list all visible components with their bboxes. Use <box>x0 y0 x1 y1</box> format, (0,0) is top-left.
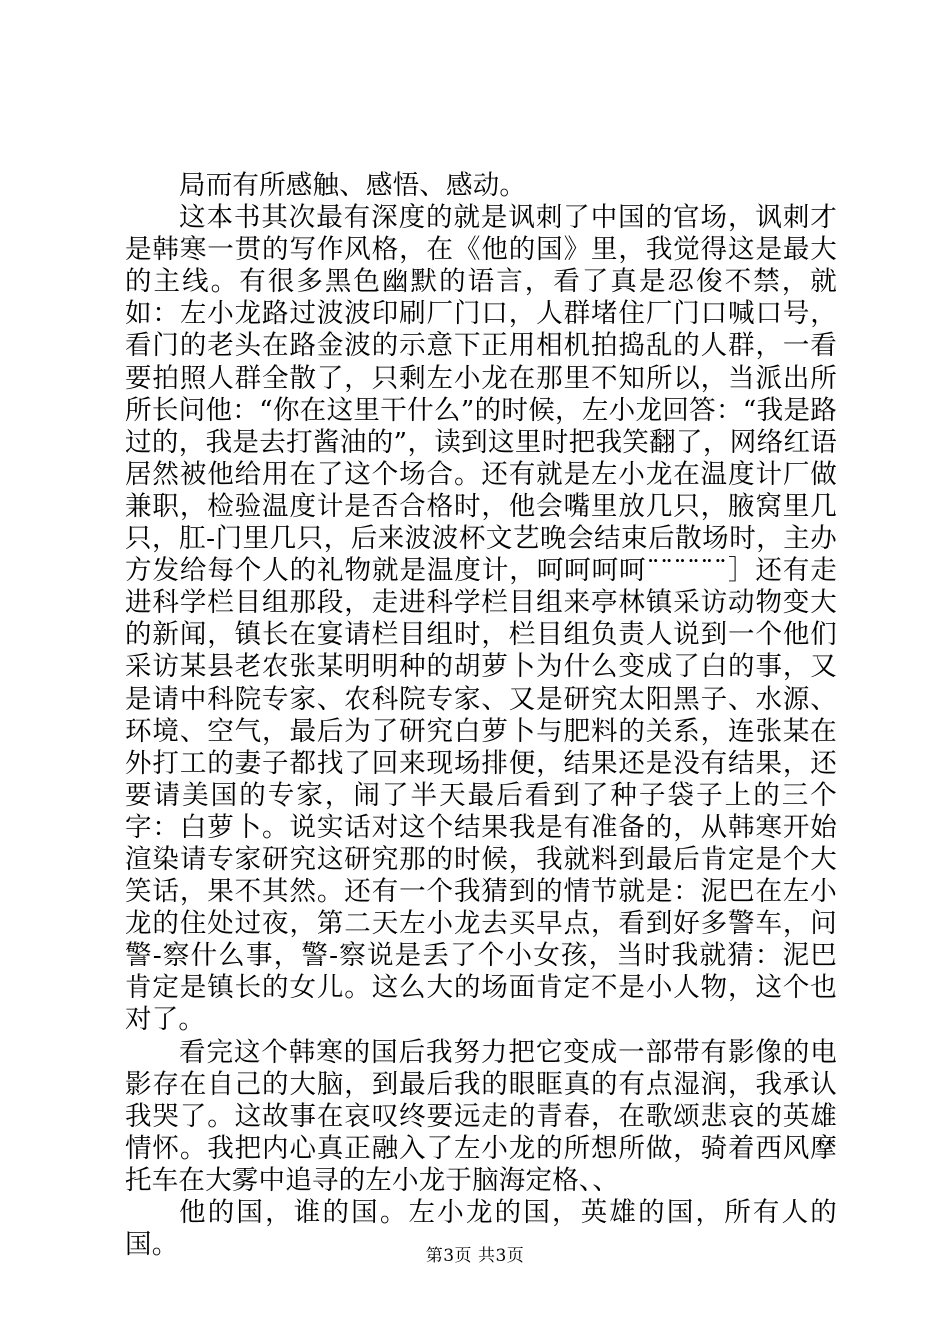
page-number: 第3页 共3页 <box>425 1246 525 1266</box>
paragraph: 他的国，谁的国。左小龙的国，英雄的国，所有人的国。 <box>125 1197 837 1261</box>
paragraph: 局而有所感触、感悟、感动。 <box>179 170 527 201</box>
paragraph: 看完这个韩寒的国后我努力把它变成一部带有影像的电影存在自己的大脑，到最后我的眼眶真的有点湿润，我承认我哭了。这故事在哀叹终要远走的青春，在歌颂悲哀的英雄情怀。我把内心真正融入了左小龙的所想所做，骑着西风摩托车在大雾中追寻的左小龙于脑海定格、、 <box>125 1036 837 1196</box>
body-text <box>125 170 837 1261</box>
paragraph: 这本书其次最有深度的就是讽刺了中国的官场，讽刺才是韩寒一贯的写作风格，在《他的国》里，我觉得这是最大的主线。有很多黑色幽默的语言，看了真是忍俊不禁，就如：左小龙路过波波印刷厂门口，人群堵住厂门口喊口号，看门的老头在路金波的示意下正用相机拍捣乱的人群，一看要拍照人群全散了，只剩左小龙在那里不知所以，当派出所所长问他：“你在这里干什么”的时候，左小龙回答：“我是路过的，我是去打酱油的”，读到这里时把我笑翻了，网络红语居然被他给用在了这个场合。还有就是左小龙在温度计厂做兼职，检验温度计是否合格时，他会嘴里放几只，腋窝里几只，肛-门里几只，后来波波杯文艺晚会结束后散场时，主办方发给每个人的礼物就是温度计，呵呵呵呵¨¨¨¨¨¨］还有走进科学栏目组那段，走进科学栏目组来亭林镇采访动物变大的新闻，镇长在宴请栏目组时，栏目组负责人说到一个他们采访某县老农张某明明种的胡萝卜为什么变成了白的事，又是请中科院专家、农科院专家、又是研究太阳黑子、水源、环境、空气，最后为了研究白萝卜与肥料的关系，连张某在外打工的妻子都找了回来现场排便，结果还是没有结果，还要请美国的专家，闹了半天最后看到了种子袋子上的三个字：白萝卜。说实话对这个结果我是有准备的，从韩寒开始渲染请专家研究这研究那的时候，我就料到最后肯定是个大笑话，果不其然。还有一个我猜到的情节就是：泥巴在左小龙的住处过夜，第二天左小龙去买早点，看到好多警车，问警-察什么事，警-察说是丢了个小女孩，当时我就猜：泥巴肯定是镇长的女儿。这么大的场面肯定不是小人物，这个也对了。 <box>125 202 837 1036</box>
